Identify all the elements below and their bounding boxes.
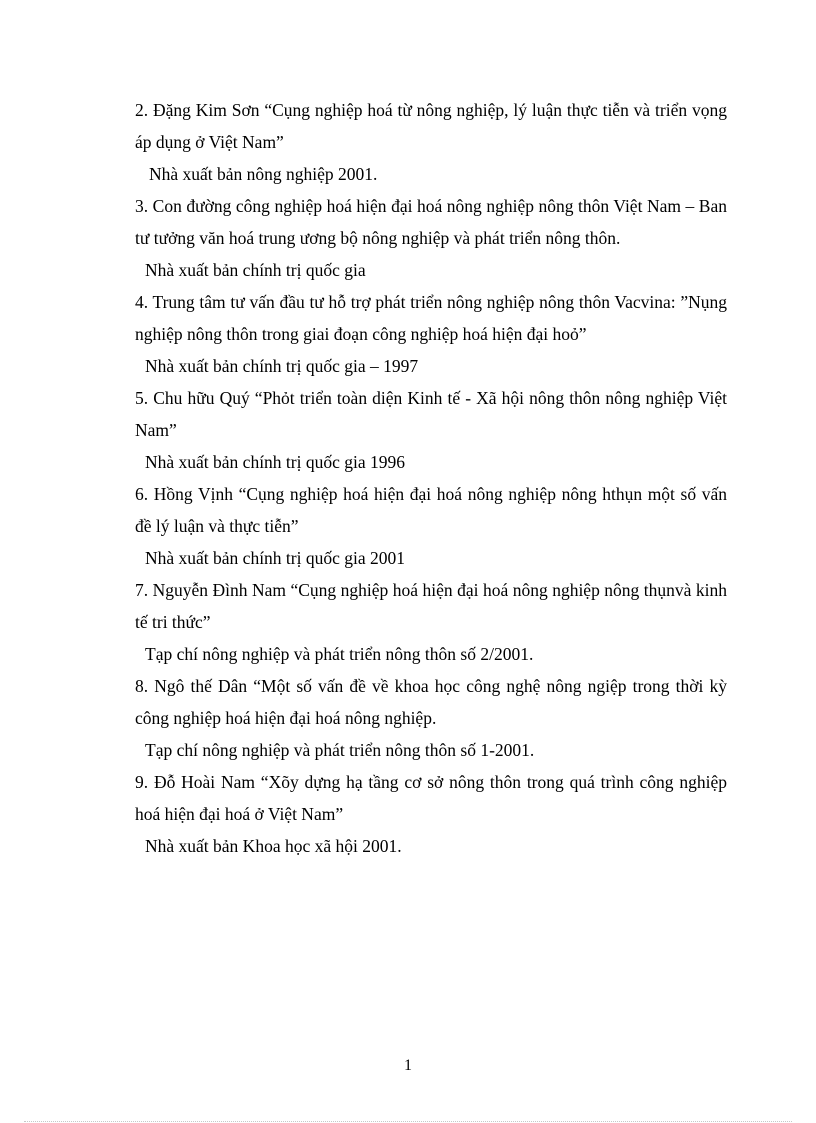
reference-citation: 3. Con đường công nghiệp hoá hiện đại hoá nông nghiệp nông thôn Việt Nam – Ban tư tưởng văn hoá trung ương bộ nông nghiệp và phát triển nông thôn. (135, 196, 727, 248)
reference-citation: 5. Chu hữu Quý “Phỏt triển toàn diện Kinh tế - Xã hội nông thôn nông nghiệp Việt Nam” (135, 388, 727, 440)
reference-citation: 2. Đặng Kim Sơn “Cụng nghiệp hoá từ nông nghiệp, lý luận thực tiễn và triển vọng áp dụng ở Việt Nam” (135, 100, 727, 152)
reference-citation: 7. Nguyễn Đình Nam “Cụng nghiệp hoá hiện đại hoá nông nghiệp nông thụnvà kinh tế tri thức” (135, 580, 727, 632)
reference-citation: 6. Hồng Vịnh “Cụng nghiệp hoá hiện đại hoá nông nghiệp nông hthụn một số vấn đề lý luận và thực tiễn” (135, 484, 727, 536)
page-bottom-divider (24, 1121, 792, 1122)
reference-publisher: Nhà xuất bản Khoa học xã hội 2001. (145, 836, 402, 856)
reference-citation: 4. Trung tâm tư vấn đầu tư hỗ trợ phát triển nông nghiệp nông thôn Vacvina: ”Nụng nghiệp nông thôn trong giai đoạn công nghiệp hoá hiện đại hoỏ” (135, 292, 727, 344)
reference-entry-9 (135, 766, 727, 862)
reference-publisher: Nhà xuất bản nông nghiệp 2001. (149, 164, 378, 184)
reference-citation: 9. Đỗ Hoài Nam “Xõy dựng hạ tầng cơ sở nông thôn trong quá trình công nghiệp hoá hiện đại hoá ở Việt Nam” (135, 772, 727, 824)
reference-publisher: Tạp chí nông nghiệp và phát triển nông thôn số 2/2001. (145, 644, 534, 664)
reference-entry-2 (135, 94, 727, 190)
reference-publisher: Nhà xuất bản chính trị quốc gia 2001 (145, 548, 406, 568)
reference-entry-5 (135, 382, 727, 478)
reference-entry-8 (135, 670, 727, 766)
page-number: 1 (404, 1057, 412, 1074)
reference-list (135, 94, 727, 862)
reference-publisher: Tạp chí nông nghiệp và phát triển nông thôn số 1-2001. (145, 740, 535, 760)
reference-citation: 8. Ngô thế Dân “Một số vấn đề về khoa học công nghệ nông ngiệp trong thời kỳ công nghiệp hoá hiện đại hoá nông nghiệp. (135, 676, 727, 728)
reference-publisher: Nhà xuất bản chính trị quốc gia – 1997 (145, 356, 419, 376)
reference-entry-7 (135, 574, 727, 670)
reference-entry-6 (135, 478, 727, 574)
reference-publisher: Nhà xuất bản chính trị quốc gia 1996 (145, 452, 406, 472)
reference-publisher: Nhà xuất bản chính trị quốc gia (145, 260, 366, 280)
reference-entry-4 (135, 286, 727, 382)
reference-entry-3 (135, 190, 727, 286)
